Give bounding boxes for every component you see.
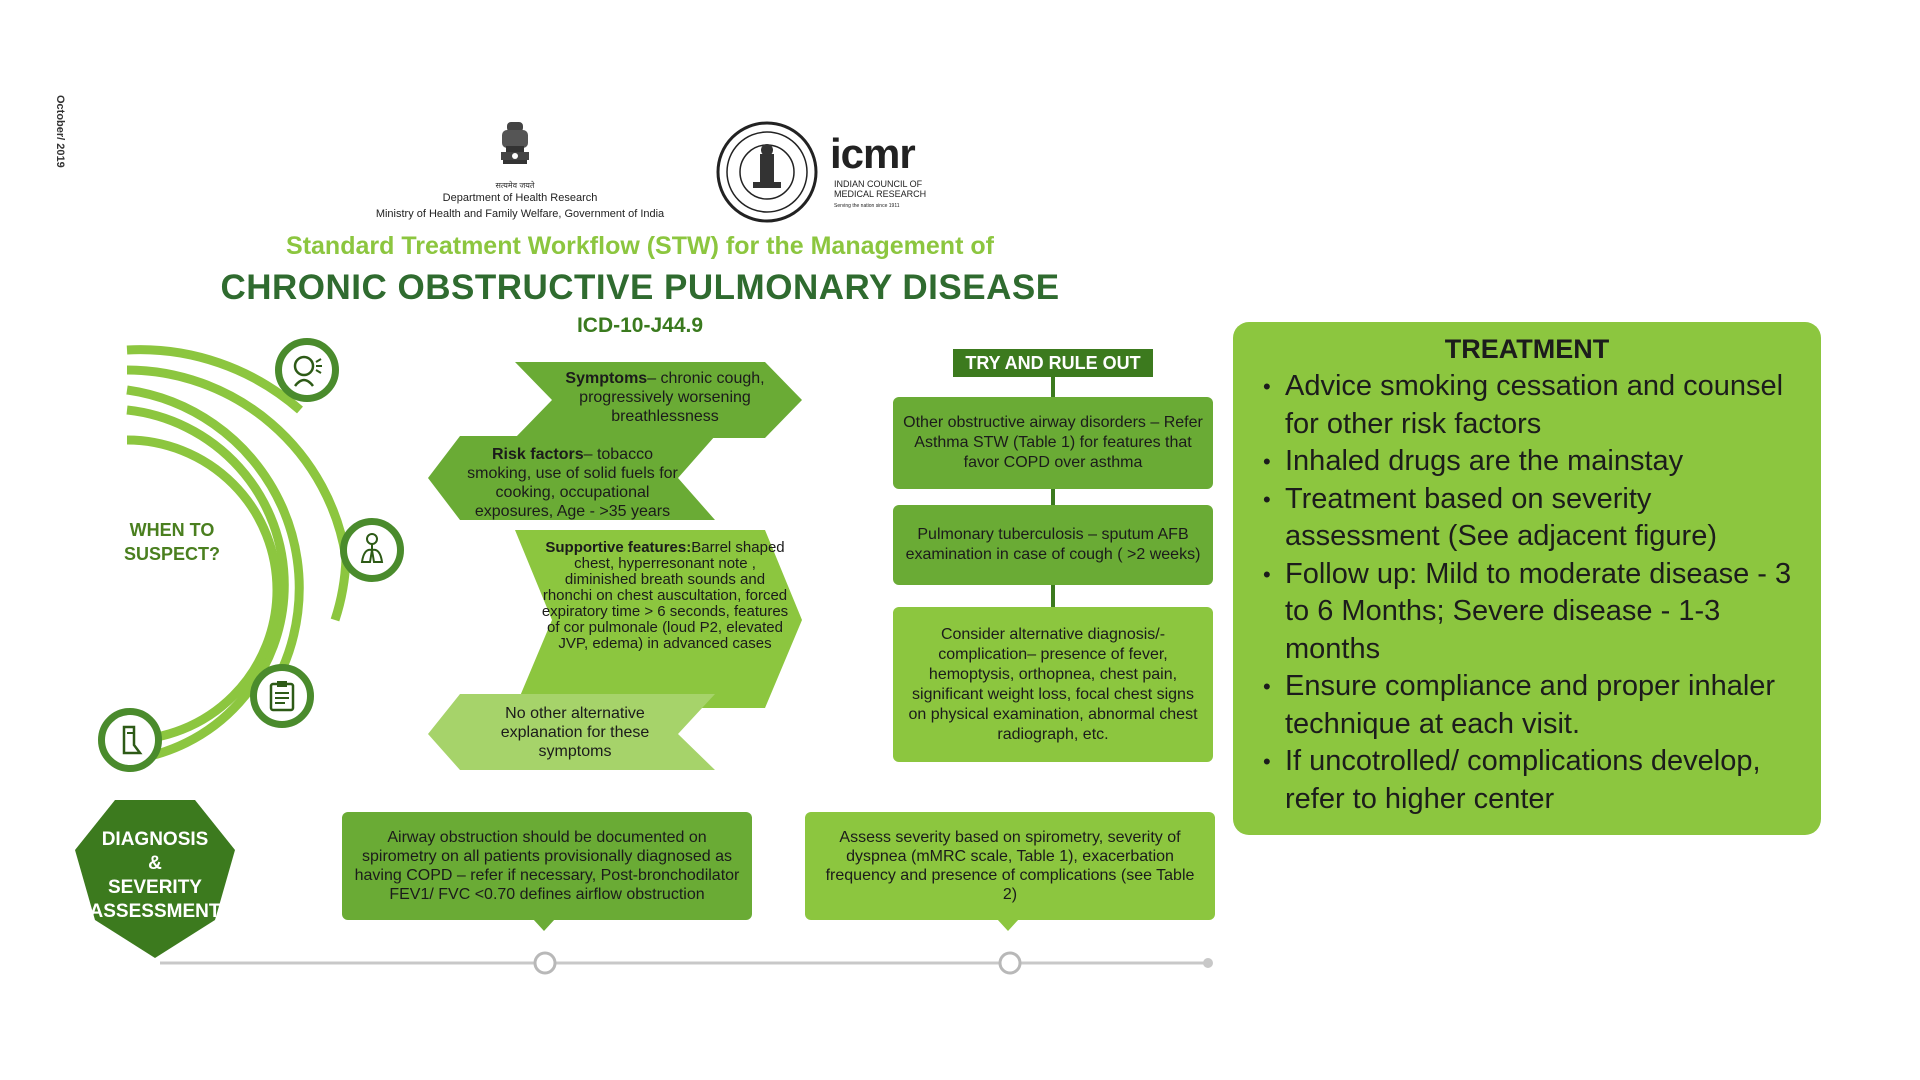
department-name: Department of Health Research — [442, 192, 598, 204]
diagnosis-label-line4: ASSESSMENT — [89, 901, 221, 922]
diagnosis-label-line3: SEVERITY — [108, 877, 202, 898]
when-to-suspect-line1: WHEN TO — [129, 520, 215, 540]
icmr-logo: icmr — [830, 130, 915, 177]
icmr-seal-icon — [715, 120, 819, 224]
ministry-name: Ministry of Health and Family Welfare, Government of India — [375, 208, 665, 220]
treatment-item: • Inhaled drugs are the mainstay — [1263, 443, 1813, 481]
rule-out-asthma-box: Other obstructive airway disorders – Refer Asthma STW (Table 1) for features that favor COPD over asthma — [893, 397, 1213, 489]
treatment-item: • Follow up: Mild to moderate disease - 3 to 6 Months; Severe disease - 1-3 months — [1263, 556, 1813, 669]
emblem-caption: सत्यमेव जयते — [495, 181, 535, 190]
rule-out-alternative-box: Consider alternative diagnosis/- complication– presence of fever, hemoptysis, orthopnea, chest pain, significant weight loss, focal chest signs on physical examination, abnormal chest radiograph, etc. — [893, 607, 1213, 762]
timeline — [150, 948, 1220, 978]
icmr-name-line1: INDIAN COUNCIL OF — [834, 179, 923, 189]
subtitle: Standard Treatment Workflow (STW) for the Management of — [286, 232, 994, 260]
no-other-explanation-text: No other alternative explanation for these symptoms — [500, 705, 650, 760]
cough-person-icon — [275, 338, 339, 402]
icmr-tagline: Serving the nation since 1911 — [834, 203, 900, 209]
severity-box: Assess severity based on spirometry, severity of dyspnea (mMRC scale, Table 1), exacerbation frequency and presence of complications (see Table 2) — [805, 812, 1215, 920]
risk-factors-label: Risk factors — [492, 446, 584, 463]
arc-1 — [127, 350, 300, 410]
department-block — [340, 190, 700, 222]
when-to-suspect-label — [112, 518, 232, 566]
risk-factors-text — [465, 445, 680, 521]
spirometry-pointer — [533, 919, 555, 931]
treatment-item: • Ensure compliance and proper inhaler technique at each visit. — [1263, 668, 1813, 743]
diagnosis-label-line1: DIAGNOSIS — [101, 829, 209, 850]
try-rule-out-header: TRY AND RULE OUT — [953, 349, 1153, 377]
treatment-list — [1263, 368, 1813, 818]
symptoms-text — [560, 369, 770, 426]
supportive-features-text — [540, 540, 790, 652]
spirometry-box: Airway obstruction should be documented on spirometry on all patients provisionally diagnosed as having COPD – refer if necessary, Post-bronchodilator FEV1/ FVC <0.70 defines airflow obstruction — [342, 812, 752, 920]
severity-pointer — [997, 919, 1019, 931]
page-title: CHRONIC OBSTRUCTIVE PULMONARY DISEASE — [220, 268, 1060, 307]
timeline-node-2 — [1000, 953, 1020, 973]
icmr-name — [834, 179, 926, 211]
timeline-node-1 — [535, 953, 555, 973]
treatment-item: • Treatment based on severity assessment (See adjacent figure) — [1263, 481, 1813, 556]
icmr-name-line2: MEDICAL RESEARCH — [834, 189, 927, 199]
diagnosis-label-line2: & — [148, 853, 162, 874]
national-emblem-icon — [493, 118, 537, 180]
treatment-item: • If uncotrolled/ complications develop, refer to higher center — [1263, 743, 1813, 818]
risk-factors-description: – tobacco smoking, use of solid fuels for cooking, occupational exposures, Age - >35 years — [467, 446, 678, 520]
lungs-icon — [340, 518, 404, 582]
diagnosis-label — [75, 828, 235, 924]
icd-code: ICD-10-J44.9 — [576, 314, 704, 337]
arc-2 — [127, 370, 346, 620]
rule-out-tuberculosis-box: Pulmonary tuberculosis – sputum AFB examination in case of cough ( >2 weeks) — [893, 505, 1213, 585]
supportive-features-label: Supportive features: — [545, 539, 692, 556]
symptoms-description: – chronic cough, progressively worsening breathlessness — [579, 370, 765, 425]
supportive-features-description: Barrel shaped chest, hyperresonant note , diminished breath sounds and rhonchi on chest auscultation, forced expiratory time > 6 seconds, features of cor pulmonale (loud P2, elevated JVP, edema) in advanced cases — [541, 539, 789, 652]
inhaler-icon — [98, 708, 162, 772]
treatment-title: TREATMENT — [1444, 334, 1610, 364]
treatment-item: • Advice smoking cessation and counsel for other risk factors — [1263, 368, 1813, 443]
timeline-end — [1203, 958, 1213, 968]
when-to-suspect-line2: SUSPECT? — [123, 544, 220, 564]
symptoms-label: Symptoms — [565, 370, 648, 387]
date-label: October/ 2019 — [54, 95, 66, 168]
clipboard-icon — [250, 664, 314, 728]
